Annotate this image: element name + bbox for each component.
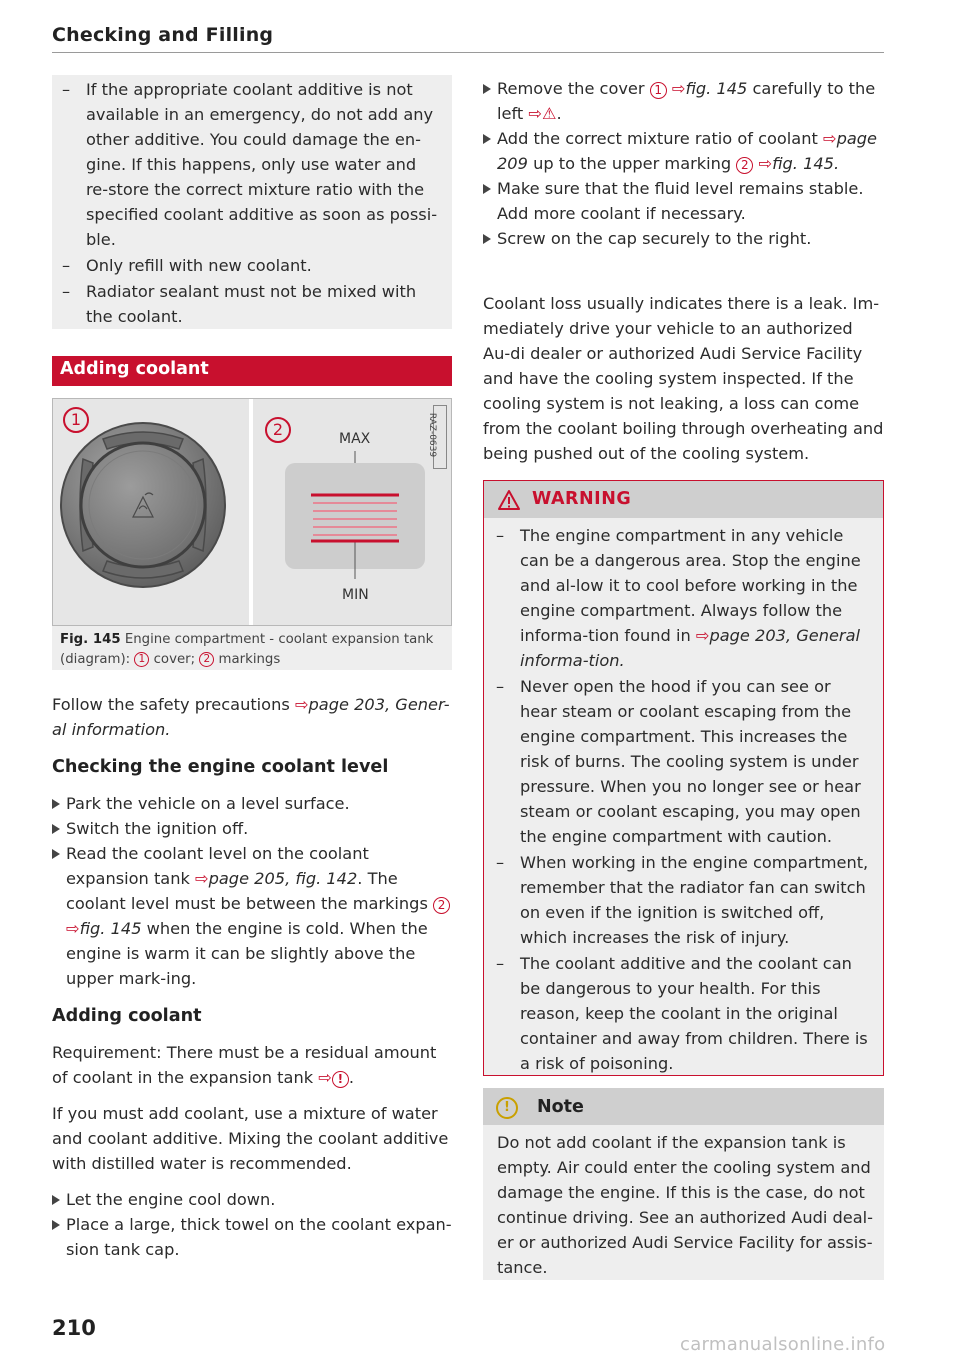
warning-ref-icon: ⚠ [541, 104, 557, 123]
warning-item: – Never open the hood if you can see or hear steam or coolant escaping from the engine compartment. This increases the risk of burns. The cooling system is under pressure. When you no longer see or hear steam or coolant escaping, you may open the engine compartment with caution. [496, 674, 869, 849]
warning-item: – When working in the engine compartment, remember that the radiator fan can switch on even if the ignition is switched off, which increases the risk of injury. [496, 850, 869, 950]
callout-1: 1 [63, 407, 89, 433]
caption-cover: cover; [153, 652, 196, 667]
warning-item: – The coolant additive and the coolant can be dangerous to your health. For this reason, keep the coolant in the original container and away from children. There is a risk of poisoning. [496, 951, 869, 1076]
max-label: MAX [339, 431, 371, 447]
step3-fig-link[interactable]: fig. 145 [79, 919, 142, 938]
adding-step: Place a large, thick towel on the coolant expan-sion tank cap. [52, 1212, 452, 1262]
checking-step: Read the coolant level on the coolant expansion tank ⇨page 205, fig. 142. The coolant level must be between the markings 2 ⇨fig. 145 when the engine is cold. When the engine is warm it can be slightly above the upper mark-ing. [52, 841, 452, 991]
warning-header [484, 481, 883, 518]
mixture-paragraph: If you must add coolant, use a mixture of water and coolant additive. Mixing the coolant additive with distilled water is recommended. [52, 1104, 449, 1173]
add-fig-link[interactable]: fig. 145. [772, 154, 840, 173]
figure-code: RAZ-0639 [427, 412, 438, 458]
step3-text-c: when the engine is cold. When the engine is warm it can be slightly above the upper mark-ing. [66, 919, 428, 988]
warning-title: WARNING [532, 489, 632, 509]
add-page-link[interactable]: page 209 [497, 129, 877, 173]
step3-link[interactable]: page 205, fig. 142 [208, 869, 358, 888]
figure-code-box [427, 405, 447, 469]
safety-text: Follow the safety precautions [52, 695, 290, 714]
marking-diagram-panel [253, 399, 451, 625]
cap-diagram-panel [53, 399, 249, 625]
step3-text-b: . The coolant level must be between the markings [66, 869, 428, 913]
safety-link[interactable]: page 203, Gener-al information. [52, 695, 450, 739]
coolant-tank-figure [52, 398, 452, 626]
adding-step: Make sure that the fluid level remains stable. Add more coolant if necessary. [483, 176, 884, 226]
note-header [483, 1088, 884, 1125]
intro-item: – Radiator sealant must not be mixed with the coolant. [62, 279, 438, 329]
page-number: 210 [52, 1316, 96, 1340]
page-header-title: Checking and Filling [52, 24, 274, 46]
checking-heading: Checking the engine coolant level [52, 757, 389, 777]
remove-text-a: Remove the cover [497, 79, 645, 98]
note-body: Do not add coolant if the expansion tank is empty. Air could enter the cooling system and damage the engine. If this is the case, do not continue driving. See an authorized Audi deal-er or authorized Audi Service Facility for assis-tance. [497, 1133, 873, 1277]
checking-steps [52, 791, 452, 991]
remove-fig-link[interactable]: fig. 145 [685, 79, 748, 98]
add-text-b: up to the upper marking [533, 154, 732, 173]
warning-item1-link[interactable]: page 203, General informa-tion. [520, 626, 861, 670]
marking-ref-2: 2 [433, 897, 450, 914]
adding-step: Remove the cover 1 ⇨fig. 145 carefully to the left ⇨⚠. [483, 76, 884, 126]
note-title: Note [537, 1097, 584, 1117]
intro-box [52, 75, 452, 329]
safety-paragraph: Follow the safety precautions ⇨page 203, Gener-al information. [52, 695, 450, 739]
checking-step: Park the vehicle on a level surface. [52, 791, 452, 816]
header-divider [52, 52, 884, 53]
intro-item: – Only refill with new coolant. [62, 253, 438, 278]
adding-steps-left [52, 1187, 452, 1262]
marking-ref-2b: 2 [736, 157, 753, 174]
caption-markings: markings [218, 652, 281, 667]
requirement-text: Requirement: There must be a residual amount of coolant in the expansion tank [52, 1043, 437, 1087]
adding-steps-right [483, 76, 884, 251]
figure-number: Fig. 145 [60, 632, 121, 647]
callout-2-ref: 2 [199, 652, 214, 667]
adding-heading: Adding coolant [52, 1006, 202, 1026]
watermark: carmanualsonline.info [680, 1334, 886, 1355]
note-exclamation-icon: ! [496, 1097, 518, 1119]
checking-step: Switch the ignition off. [52, 816, 452, 841]
warning-triangle-icon [497, 489, 521, 511]
remove-text-b: carefully to the left [497, 79, 876, 123]
intro-item: – If the appropriate coolant additive is not available in an emergency, do not add any other additive. You could damage the en-gine. If this happens, only use water and re-store the correct mixture ratio with the specified coolant additive as soon as possi-ble. [62, 77, 438, 252]
adding-step: Let the engine cool down. [52, 1187, 452, 1212]
callout-2: 2 [265, 417, 291, 443]
note-box [483, 1088, 884, 1280]
figure-caption [52, 626, 452, 670]
requirement-paragraph: Requirement: There must be a residual amount of coolant in the expansion tank ⇨ ! . [52, 1043, 437, 1087]
cover-ref-1: 1 [650, 82, 667, 99]
coolant-loss-paragraph: Coolant loss usually indicates there is a leak. Im-mediately drive your vehicle to an authorized Au-di dealer or authorized Audi Service Facility and have the cooling system inspected. If the cooling system is not leaking, a loss can come from the coolant boiling through overheating and being pushed out of the cooling system. [483, 294, 884, 463]
adding-step: Screw on the cap securely to the right. [483, 226, 884, 251]
warning-item: – The engine compartment in any vehicle can be a dangerous area. Stop the engine and al-low it to cool before working in the engine compartment. Always follow the informa-tion found in ⇨page 203, General informa-tion. [496, 523, 869, 673]
level-markings-illustration [253, 399, 451, 625]
warning-item1-text: The engine compartment in any vehicle can be a dangerous area. Stop the engine and al-low it to cool before working in the engine compartment. Always follow the informa-tion found in [520, 526, 861, 645]
step3-text-a: Read the coolant level on the coolant expansion tank [66, 844, 369, 888]
note-ref-icon: ! [332, 1071, 349, 1088]
adding-step: Add the correct mixture ratio of coolant ⇨page 209 up to the upper marking 2 ⇨fig. 145. [483, 126, 884, 176]
callout-1-ref: 1 [134, 652, 149, 667]
add-text-a: Add the correct mixture ratio of coolant [497, 129, 818, 148]
expansion-tank-cap-illustration [53, 399, 249, 625]
min-label: MIN [342, 587, 369, 603]
warning-body [484, 518, 883, 1075]
warning-box [483, 480, 884, 1076]
section-title-bar: Adding coolant [52, 356, 452, 386]
figure-caption-text: Engine compartment - coolant expansion tank (diagram): [60, 632, 434, 667]
